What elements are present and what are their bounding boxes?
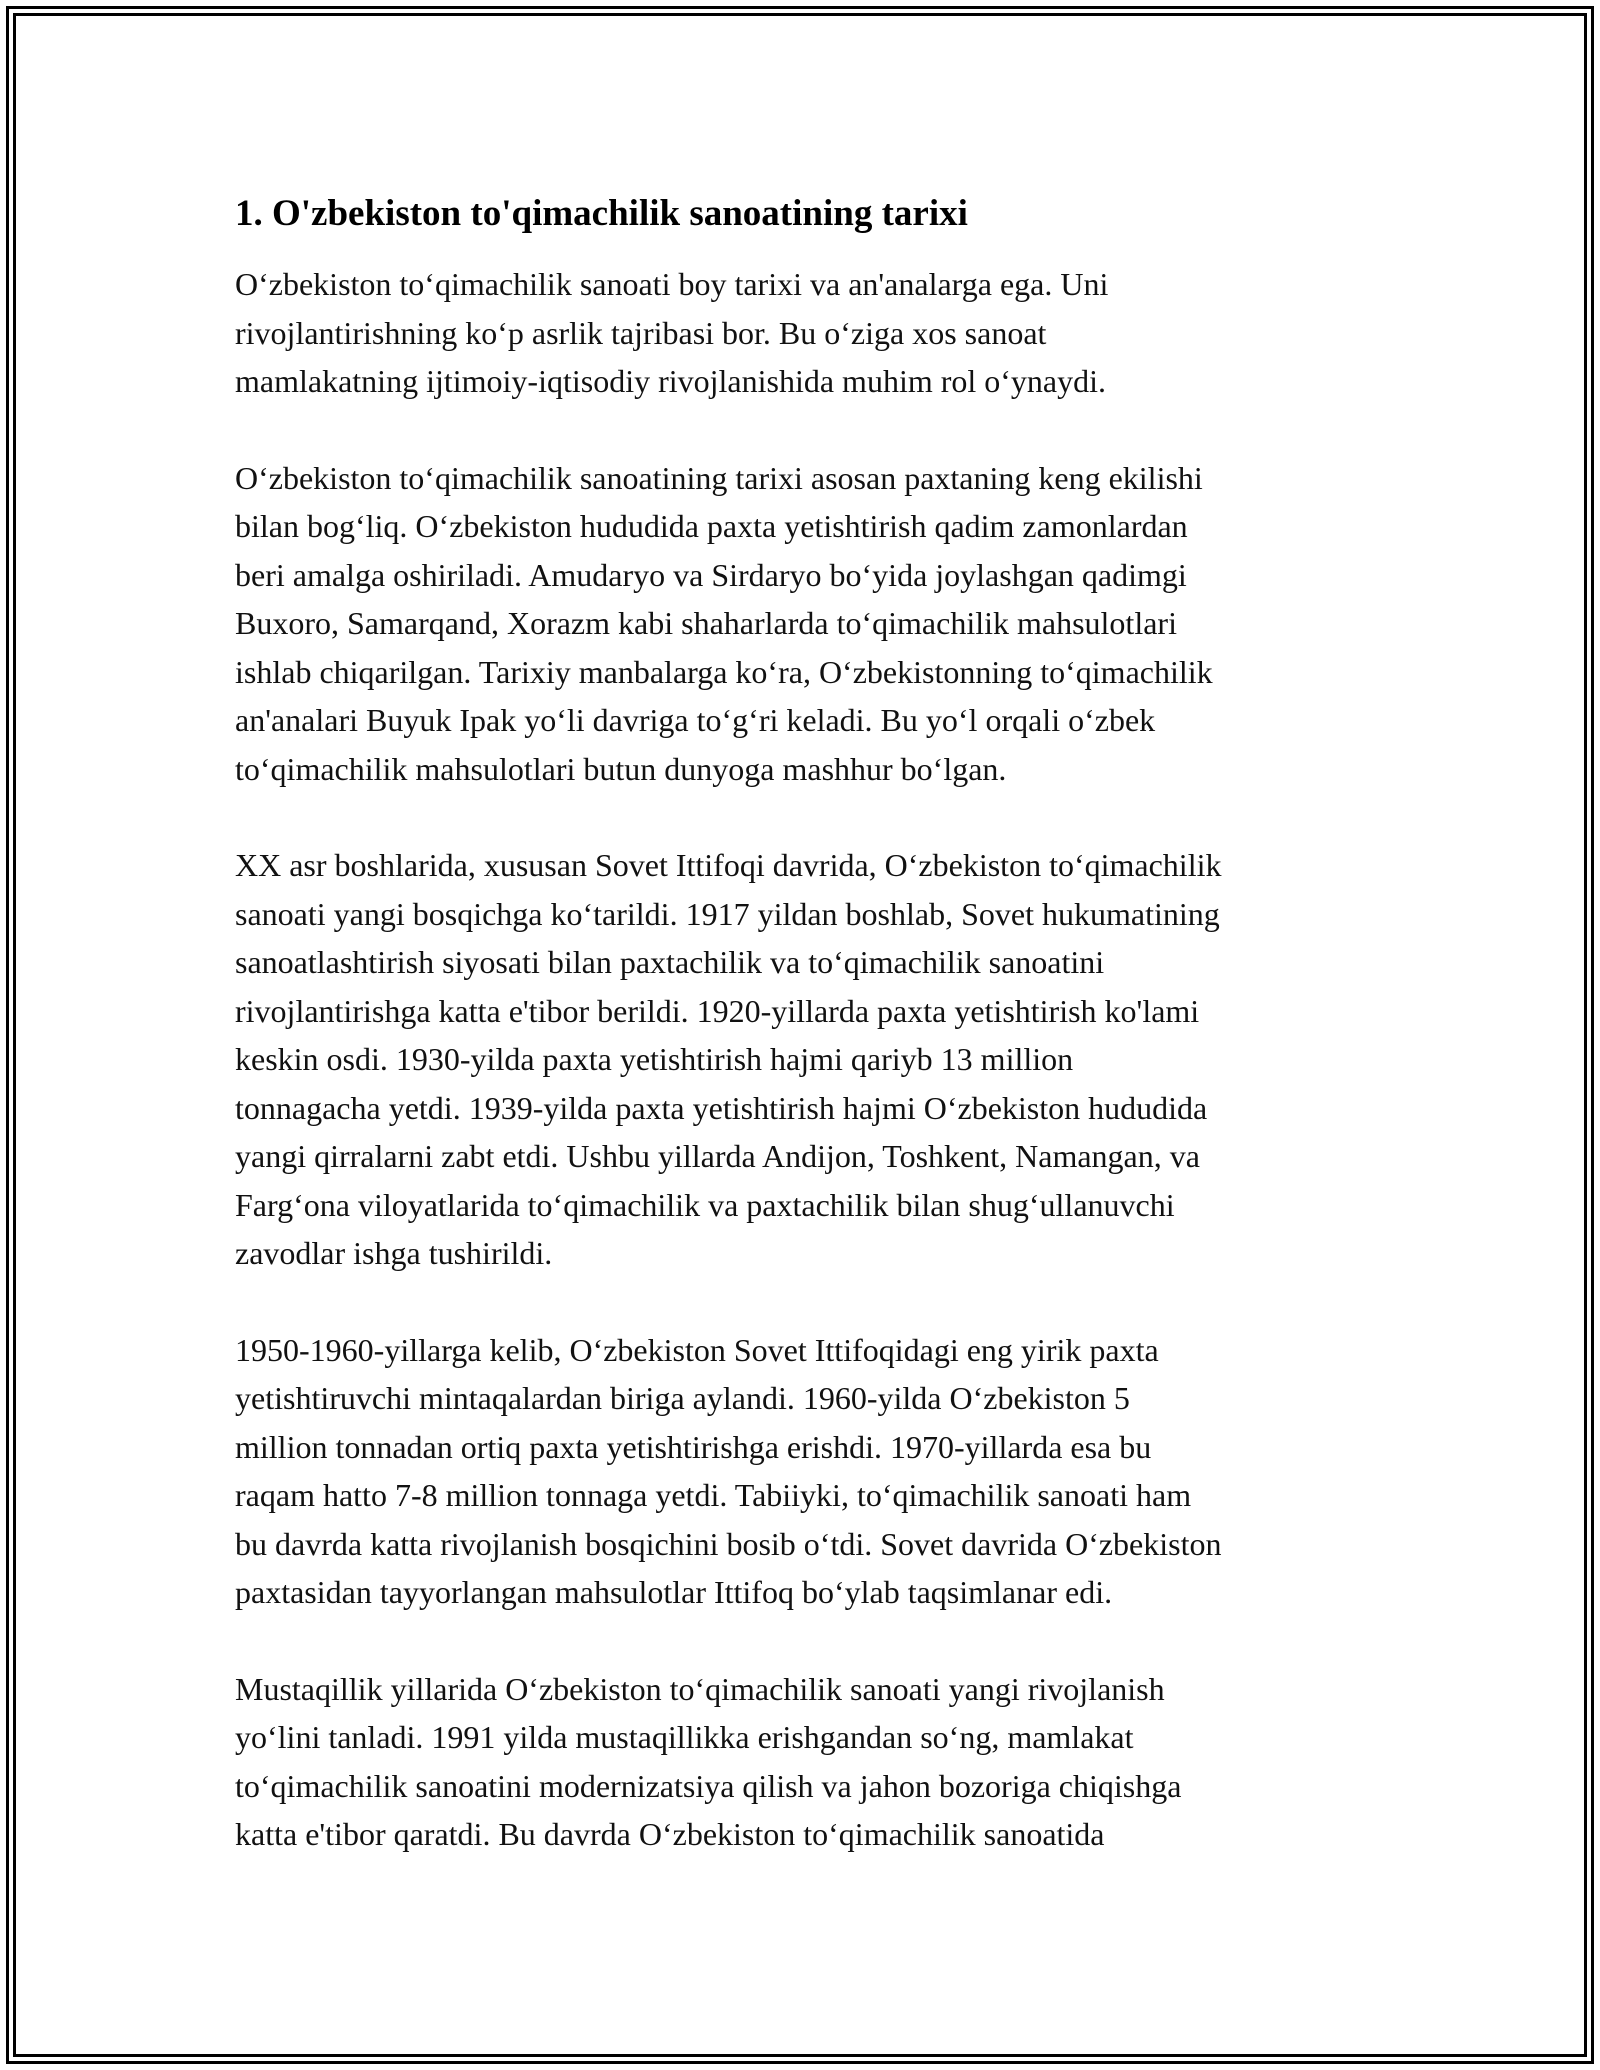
paragraph-intro: O‘zbekiston to‘qimachilik sanoati boy tarixi va an'analarga ega. Uni rivojlantirishning ko‘p asrlik tajribasi bor. Bu o‘ziga xos sanoat mamlakatning ijtimoiy-iqtisodiy rivojlanishida muhim rol o‘ynaydi. bbox=[235, 266, 1109, 399]
document-body bbox=[235, 188, 1385, 1907]
paragraph-soviet-era: XX asr boshlarida, xususan Sovet Ittifoqi davrida, O‘zbekiston to‘qimachilik sanoati yangi bosqichga ko‘tarildi. 1917 yildan boshlab, Sovet hukumatining sanoatlashtirish siyosati bilan paxtachilik va to‘qimachilik sanoatini rivojlantirishga katta e'tibor berildi. 1920-yillarda paxta yetishtirish ko'lami keskin osdi. 1930-yilda paxta yetishtirish hajmi qariyb 13 million tonnagacha yetdi. 1939-yilda paxta yetishtirish hajmi O‘zbekiston hududida yangi qirralarni zabt etdi. Ushbu yillarda Andijon, Toshkent, Namangan, va Farg‘ona viloyatlarida to‘qimachilik va paxtachilik bilan shug‘ullanuvchi zavodlar ishga tushirildi. bbox=[235, 847, 1222, 1271]
paragraph-history: O‘zbekiston to‘qimachilik sanoatining tarixi asosan paxtaning keng ekilishi bilan bog‘liq. O‘zbekiston hududida paxta yetishtirish qadim zamonlardan beri amalga oshiriladi. Amudaryo va Sirdaryo bo‘yida joylashgan qadimgi Buxoro, Samarqand, Xorazm kabi shaharlarda to‘qimachilik mahsulotlari ishlab chiqarilgan. Tarixiy manbalarga ko‘ra, O‘zbekistonning to‘qimachilik an'analari Buyuk Ipak yo‘li davriga to‘g‘ri keladi. Bu yo‘l orqali o‘zbek to‘qimachilik mahsulotlari butun dunyoga mashhur bo‘lgan. bbox=[235, 459, 1213, 787]
section-heading: 1. O'zbekiston to'qimachilik sanoatining tarixi bbox=[235, 193, 968, 234]
paragraph-independence: Mustaqillik yillarida O‘zbekiston to‘qimachilik sanoati yangi rivojlanish yo‘lini tanladi. 1991 yilda mustaqillikka erishgandan so‘ng, mamlakat to‘qimachilik sanoatini modernizatsiya qilish va jahon bozoriga chiqishga katta e'tibor qaratdi. Bu davrda O‘zbekiston to‘qimachilik sanoatida bbox=[235, 1670, 1182, 1852]
paragraph-1950-1970: 1950-1960-yillarga kelib, O‘zbekiston Sovet Ittifoqidagi eng yirik paxta yetishtiruvchi mintaqalardan biriga aylandi. 1960-yilda O‘zbekiston 5 million tonnadan ortiq paxta yetishtirishga erishdi. 1970-yillarda esa bu raqam hatto 7-8 million tonnaga yetdi. Tabiiyki, to‘qimachilik sanoati ham bu davrda katta rivojlanish bosqichini bosib o‘tdi. Sovet davrida O‘zbekiston paxtasidan tayyorlangan mahsulotlar Ittifoq bo‘ylab taqsimlanar edi. bbox=[235, 1331, 1222, 1610]
